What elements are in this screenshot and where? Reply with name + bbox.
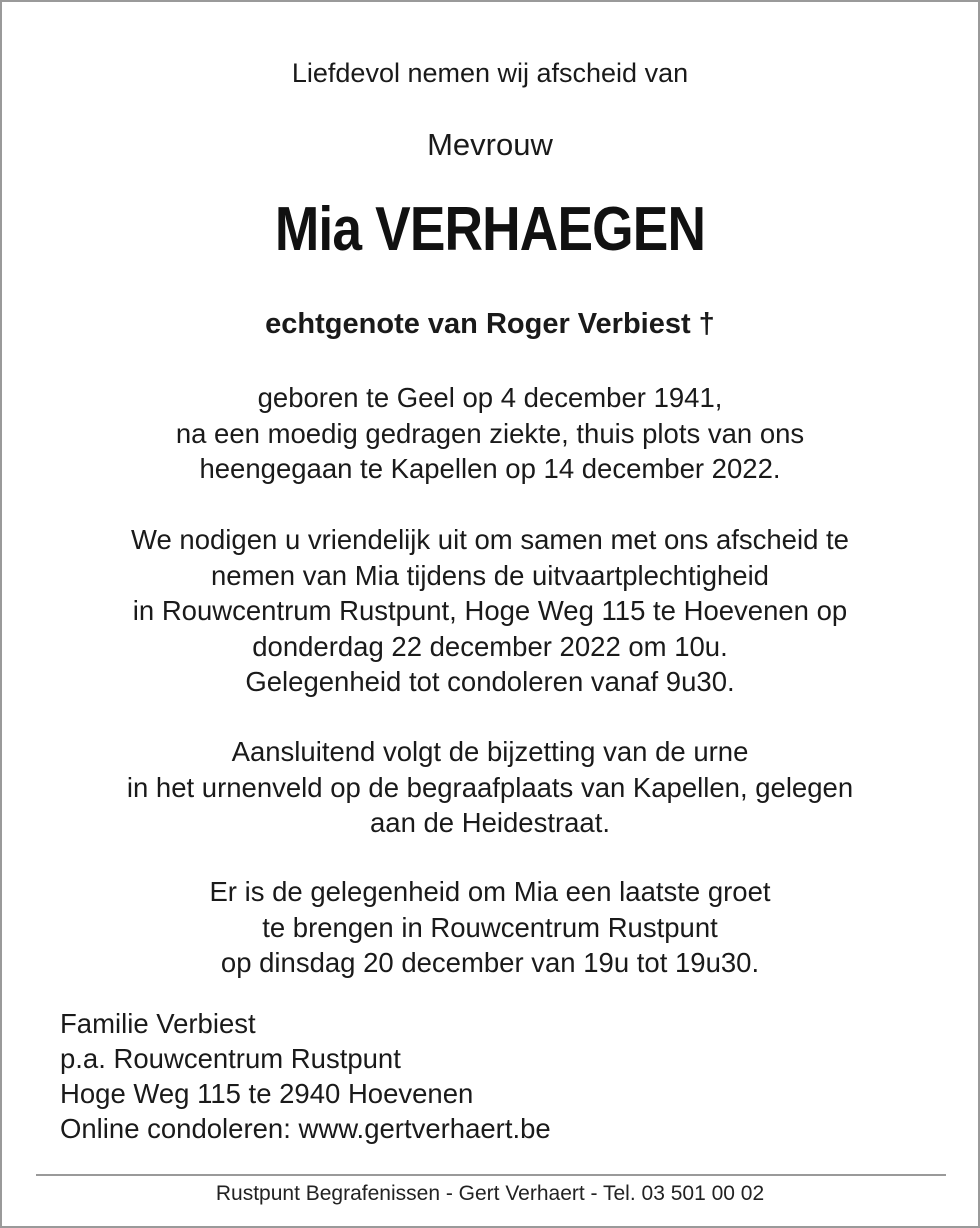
family-address-block (60, 1006, 551, 1146)
address-line: Hoge Weg 115 te 2940 Hoevenen (60, 1078, 474, 1109)
greet-line: op dinsdag 20 december van 19u tot 19u30. (220, 947, 760, 978)
burial-line: in het urnenveld op de begraafplaats van Kapellen, gelegen (126, 771, 854, 803)
funeral-invitation-paragraph (2, 522, 978, 700)
final-greeting-paragraph (2, 874, 978, 981)
illness-line: na een moedig gedragen ziekte, thuis plots van ons (175, 417, 805, 449)
salutation: Mevrouw (427, 127, 553, 162)
burial-line: aan de Heidestraat. (369, 807, 611, 838)
birth-death-paragraph (2, 380, 978, 487)
intro-line: Liefdevol nemen wij afscheid van (291, 58, 689, 88)
greet-line: te brengen in Rouwcentrum Rustpunt (262, 911, 718, 943)
burial-line: Aansluitend volgt de bijzetting van de urne (231, 736, 749, 767)
funeral-home-footer: Rustpunt Begrafenissen - Gert Verhaert - Tel. 03 501 00 02 (215, 1182, 765, 1205)
invite-line: in Rouwcentrum Rustpunt, Hoge Weg 115 te Hoevenen op (132, 595, 848, 626)
greet-line: Er is de gelegenheid om Mia een laatste groet (209, 876, 771, 907)
spouse-line: echtgenote van Roger Verbiest † (265, 308, 715, 340)
invite-line: Gelegenheid tot condoleren vanaf 9u30. (245, 666, 735, 697)
online-condolence-line: Online condoleren: www.gertverhaert.be (60, 1113, 551, 1144)
birth-line: geboren te Geel op 4 december 1941, (257, 382, 723, 413)
invite-line: donderdag 22 december 2022 om 10u. (252, 630, 728, 662)
deceased-name: Mia VERHAEGEN (274, 195, 706, 264)
family-name: Familie Verbiest (60, 1008, 256, 1039)
invite-line: We nodigen u vriendelijk uit om samen met ons afscheid te (131, 524, 849, 555)
footer-divider (36, 1174, 946, 1176)
death-line: heengegaan te Kapellen op 14 december 2022. (199, 453, 781, 484)
care-of-line: p.a. Rouwcentrum Rustpunt (60, 1043, 401, 1074)
invite-line: nemen van Mia tijdens de uitvaartplechtigheid (211, 559, 769, 591)
burial-paragraph (2, 734, 978, 841)
